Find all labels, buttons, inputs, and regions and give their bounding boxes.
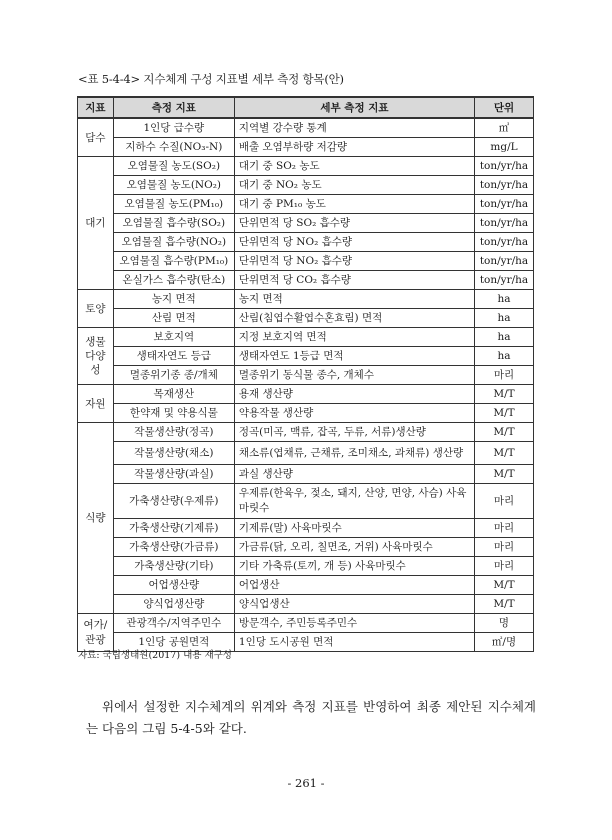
table-row bbox=[78, 465, 534, 484]
page-number: - 261 - bbox=[287, 776, 325, 790]
indicator-cell: 오염물질 흡수량(PM₁₀) bbox=[113, 252, 234, 271]
detail-cell: 가금류(닭, 오리, 칠면조, 거위) 사육마릿수 bbox=[234, 538, 474, 557]
indicator-cell: 1인당 급수량 bbox=[113, 118, 234, 138]
unit-cell: ㎡/명 bbox=[475, 633, 534, 652]
detail-cell: 단위면적 당 SO₂ 흡수량 bbox=[234, 214, 474, 233]
indicator-cell: 오염물질 농도(SO₂) bbox=[113, 157, 234, 176]
unit-cell: M/T bbox=[475, 465, 534, 484]
table-row bbox=[78, 290, 534, 309]
category-air: 대기 bbox=[78, 157, 114, 290]
detail-cell: 대기 중 NO₂ 농도 bbox=[234, 176, 474, 195]
unit-cell: 마리 bbox=[475, 557, 534, 576]
table-row bbox=[78, 484, 534, 519]
table-row bbox=[78, 195, 534, 214]
detail-cell: 단위면적 당 NO₂ 흡수량 bbox=[234, 252, 474, 271]
unit-cell: M/T bbox=[475, 576, 534, 595]
table-row bbox=[78, 538, 534, 557]
unit-cell: ton/yr/ha bbox=[475, 214, 534, 233]
indicator-cell: 농지 면적 bbox=[113, 290, 234, 309]
table-row bbox=[78, 442, 534, 465]
detail-cell: 멸종위기 동식물 종수, 개체수 bbox=[234, 366, 474, 385]
indicator-cell: 양식업생산량 bbox=[113, 595, 234, 614]
detail-cell: 과실 생산량 bbox=[234, 465, 474, 484]
table-row bbox=[78, 157, 534, 176]
unit-cell: M/T bbox=[475, 442, 534, 465]
category-leisure: 여가/관광 bbox=[78, 614, 114, 652]
indicator-table bbox=[77, 96, 534, 652]
table-row bbox=[78, 404, 534, 423]
table-row bbox=[78, 595, 534, 614]
category-biodiversity: 생물다양성 bbox=[78, 328, 114, 385]
unit-cell: ha bbox=[475, 328, 534, 347]
detail-cell: 우제류(한육우, 젖소, 돼지, 산양, 면양, 사슴) 사육마릿수 bbox=[234, 484, 474, 519]
table-row bbox=[78, 328, 534, 347]
indicator-cell: 생태자연도 등급 bbox=[113, 347, 234, 366]
indicator-cell: 온실가스 흡수량(탄소) bbox=[113, 271, 234, 290]
detail-cell: 농지 면적 bbox=[234, 290, 474, 309]
table-row bbox=[78, 233, 534, 252]
indicator-cell: 보호지역 bbox=[113, 328, 234, 347]
indicator-cell: 1인당 공원면적 bbox=[113, 633, 234, 652]
unit-cell: ton/yr/ha bbox=[475, 233, 534, 252]
unit-cell: ㎥ bbox=[475, 118, 534, 138]
unit-cell: 마리 bbox=[475, 484, 534, 519]
unit-cell: mg/L bbox=[475, 138, 534, 157]
unit-cell: ha bbox=[475, 347, 534, 366]
body-paragraph: 위에서 설정한 지수체계의 위계와 측정 지표를 반영하여 최종 제안된 지수체계는 다음의 그림 5-4-5와 같다. bbox=[86, 698, 536, 736]
indicator-cell: 가축생산량(기타) bbox=[113, 557, 234, 576]
detail-cell: 1인당 도시공원 면적 bbox=[234, 633, 474, 652]
table-row bbox=[78, 557, 534, 576]
detail-cell: 배출 오염부하량 저감량 bbox=[234, 138, 474, 157]
table-row bbox=[78, 576, 534, 595]
table-row bbox=[78, 347, 534, 366]
indicator-cell: 관광객수/지역주민수 bbox=[113, 614, 234, 633]
table-row bbox=[78, 252, 534, 271]
indicator-cell: 오염물질 농도(NO₂) bbox=[113, 176, 234, 195]
header-indicator: 측정 지표 bbox=[113, 97, 234, 118]
indicator-cell: 작물생산량(채소) bbox=[113, 442, 234, 465]
detail-cell: 기제류(말) 사육마릿수 bbox=[234, 519, 474, 538]
header-detail: 세부 측정 지표 bbox=[234, 97, 474, 118]
table-header-row bbox=[78, 97, 534, 118]
detail-cell: 산림(침엽수활엽수혼효림) 면적 bbox=[234, 309, 474, 328]
indicator-cell: 가축생산량(가금류) bbox=[113, 538, 234, 557]
detail-cell: 채소류(엽채류, 근채류, 조미채소, 과채류) 생산량 bbox=[234, 442, 474, 465]
indicator-cell: 작물생산량(정곡) bbox=[113, 423, 234, 442]
table-row bbox=[78, 138, 534, 157]
detail-cell: 지정 보호지역 면적 bbox=[234, 328, 474, 347]
detail-cell: 어업생산 bbox=[234, 576, 474, 595]
detail-cell: 방문객수, 주민등록주민수 bbox=[234, 614, 474, 633]
indicator-cell: 한약재 및 약용식물 bbox=[113, 404, 234, 423]
indicator-cell: 작물생산량(과실) bbox=[113, 465, 234, 484]
detail-cell: 양식업생산 bbox=[234, 595, 474, 614]
detail-cell: 단위면적 당 CO₂ 흡수량 bbox=[234, 271, 474, 290]
table-row bbox=[78, 271, 534, 290]
detail-cell: 대기 중 SO₂ 농도 bbox=[234, 157, 474, 176]
unit-cell: ha bbox=[475, 290, 534, 309]
header-unit: 단위 bbox=[475, 97, 534, 118]
detail-cell: 단위면적 당 NO₂ 흡수량 bbox=[234, 233, 474, 252]
table-caption: <표 5-4-4> 지수체계 구성 지표별 세부 측정 항목(안) bbox=[78, 72, 344, 86]
unit-cell: ton/yr/ha bbox=[475, 176, 534, 195]
indicator-cell: 멸종위기종 종/개체 bbox=[113, 366, 234, 385]
detail-cell: 기타 가축류(토끼, 개 등) 사육마릿수 bbox=[234, 557, 474, 576]
unit-cell: ton/yr/ha bbox=[475, 271, 534, 290]
unit-cell: ton/yr/ha bbox=[475, 252, 534, 271]
indicator-cell: 지하수 수질(NO₃-N) bbox=[113, 138, 234, 157]
indicator-cell: 가축생산량(우제류) bbox=[113, 484, 234, 519]
unit-cell: ton/yr/ha bbox=[475, 157, 534, 176]
unit-cell: 마리 bbox=[475, 366, 534, 385]
header-category: 지표 bbox=[78, 97, 114, 118]
detail-cell: 약용작물 생산량 bbox=[234, 404, 474, 423]
category-water: 담수 bbox=[78, 118, 114, 157]
unit-cell: ha bbox=[475, 309, 534, 328]
unit-cell: 마리 bbox=[475, 538, 534, 557]
unit-cell: M/T bbox=[475, 404, 534, 423]
table-row bbox=[78, 309, 534, 328]
table-row bbox=[78, 176, 534, 195]
detail-cell: 대기 중 PM₁₀ 농도 bbox=[234, 195, 474, 214]
indicator-cell: 목재생산 bbox=[113, 385, 234, 404]
unit-cell: 마리 bbox=[475, 519, 534, 538]
indicator-cell: 오염물질 흡수량(NO₂) bbox=[113, 233, 234, 252]
table-row bbox=[78, 519, 534, 538]
unit-cell: M/T bbox=[475, 423, 534, 442]
category-soil: 토양 bbox=[78, 290, 114, 328]
table-row bbox=[78, 214, 534, 233]
category-food: 식량 bbox=[78, 423, 114, 614]
table-row bbox=[78, 614, 534, 633]
indicator-cell: 오염물질 흡수량(SO₂) bbox=[113, 214, 234, 233]
unit-cell: M/T bbox=[475, 595, 534, 614]
unit-cell: ton/yr/ha bbox=[475, 195, 534, 214]
detail-cell: 용재 생산량 bbox=[234, 385, 474, 404]
table-source-note: 자료: 국립생태원(2017) 내용 재구성 bbox=[78, 650, 232, 661]
unit-cell: 명 bbox=[475, 614, 534, 633]
indicator-cell: 오염물질 농도(PM₁₀) bbox=[113, 195, 234, 214]
indicator-cell: 어업생산량 bbox=[113, 576, 234, 595]
table-row bbox=[78, 423, 534, 442]
unit-cell: M/T bbox=[475, 385, 534, 404]
table-row bbox=[78, 118, 534, 138]
indicator-cell: 가축생산량(기제류) bbox=[113, 519, 234, 538]
category-resource: 자원 bbox=[78, 385, 114, 423]
detail-cell: 생태자연도 1등급 면적 bbox=[234, 347, 474, 366]
indicator-cell: 산림 면적 bbox=[113, 309, 234, 328]
table-row bbox=[78, 366, 534, 385]
detail-cell: 지역별 강수량 통계 bbox=[234, 118, 474, 138]
detail-cell: 정곡(미곡, 맥류, 잡곡, 두류, 서류)생산량 bbox=[234, 423, 474, 442]
table-row bbox=[78, 385, 534, 404]
